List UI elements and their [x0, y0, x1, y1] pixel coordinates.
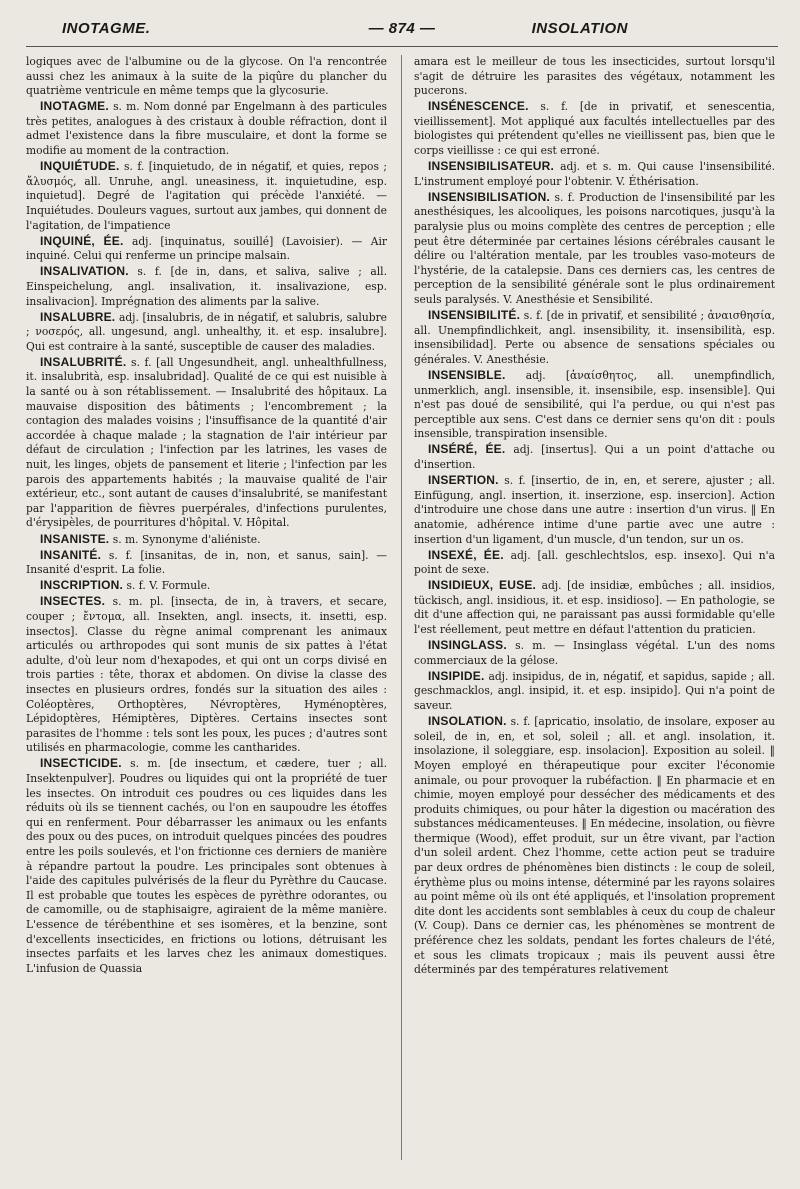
entry-definition: adj. [all. geschlechtslos, esp. insexo]. Qui n'a point de sexe. [414, 548, 775, 577]
entry-definition: adj. [de insidiæ, embûches ; all. insidios, tückisch, angl. insidious, it. et esp. insidioso]. — En pathologie, se dit d'une affection qui, ne paraissant pas aussi formidable qu'elle l'est réellement, peut mettre en défaut l'attention du praticien. [414, 579, 775, 637]
dictionary-entry [26, 355, 387, 531]
dictionary-entry [414, 638, 775, 668]
entry-headword: INOTAGME. [40, 99, 109, 114]
dictionary-entry [414, 548, 775, 578]
entry-definition: s. f. [all Ungesundheit, angl. unhealthfullness, it. insalubrità, esp. insalubridad]. Qualité de ce qui est nuisible à la santé ou à son rétablissement. — Insalubrité des hôpitaux. La mauvaise disposition des bâtiments ; l'encombrement ; la contagion des malades voisins ; l'insuffisance de la quantité d'air accordée à chaque malade ; la stagnation de l'air intérieur par défaut de circulation ; l'infection par les latrines, les vases de nuit, les linges, objets de pansement et literie ; l'infection par les parois des appartements habités ; la mauvaise qualité de l'air extérieur, etc., sont autant de causes d'insalubrité, se manifestant par l'apparition de fièvres puerpérales, d'infections purulentes, d'érysipèles, de pourritures d'hôpital. V. Hôpital. [26, 355, 387, 530]
dictionary-entry [414, 714, 775, 978]
running-header [26, 16, 778, 47]
entry-headword: INQUIÉTUDE. [40, 159, 120, 174]
dictionary-entry [414, 578, 775, 637]
entry-headword: INSALUBRE. [40, 309, 116, 324]
entry-headword: INQUINÉ, ÉE. [40, 233, 124, 248]
entry-definition: s. f. Production de l'insensibilité par les anesthésiques, les alcooliques, les poisons narcotiques, jusqu'à la paralysie plus ou moins complète des centres de perception ; elle peut être déterminée par certaines lésions cérébrales causant le délire ou l'altération mentale, par les troubles vaso-moteurs de l'hystérie, de la catalepsie. Dans ces derniers cas, les centres de perception de la sensibilité générale sont le plus ordinairement seuls paralysés. V. Anesthésie et Sensibilité. [414, 190, 775, 306]
entry-definition: s. f. [de in privatif, et sensibilité ; ἀναισθησία, all. Unempfindlichkeit, angl. insensibility, it. insensibilità, esp. insensibilidad]. Perte ou absence de sensations spéciales ou générales. V. Anesthésie. [414, 309, 775, 366]
entry-continuation [26, 55, 387, 99]
entry-headword: INSIPIDE. [428, 668, 485, 683]
entry-definition: s. f. [insanitas, de in, non, et sanus, sain]. — Insanité d'esprit. La folie. [26, 548, 387, 577]
entry-definition: s. m. Synonyme d'aliéniste. [109, 532, 261, 546]
dictionary-entry [414, 669, 775, 714]
right-column [414, 55, 775, 1173]
entry-definition: s. m. Nom donné par Engelmann à des particules très petites, analogues à des cristaux à double réfraction, dont il admet l'existence dans la fibre musculaire, et dont la forme se modifie au moment de la contraction. [26, 100, 387, 158]
dictionary-entry [414, 99, 775, 158]
entry-headword: INSECTICIDE. [40, 756, 122, 771]
entry-definition: adj. et s. m. Qui cause l'insensibilité. L'instrument employé pour l'obtenir. V. Éthérisation. [414, 160, 775, 188]
dictionary-entry [26, 234, 387, 264]
dictionary-entry [26, 310, 387, 355]
entry-headword: INSIDIEUX, EUSE. [428, 578, 537, 593]
header-left-guideword: INOTAGME. [62, 20, 151, 37]
entry-headword: INSALUBRITÉ. [40, 354, 127, 369]
entry-headword: INSOLATION. [428, 714, 507, 729]
text-columns [26, 55, 778, 1175]
dictionary-entry [26, 756, 387, 976]
entry-definition: s. m. pl. [insecta, de in, à travers, et secare, couper ; ἔντομα, all. Insekten, angl. insects, it. insetti, esp. insectos]. Classe du règne animal comprenant les animaux articulés ou arthropodes qui sont munis de six pattes à l'état adulte, d'où leur nom d'hexapodes, et qui ont un corps divisé en trois parties : tête, thorax et abdomen. On divise la classe des insectes en plusieurs ordres, fondés sur la situation des ailes : Coléoptères, Orthoptères, Névroptères, Hyménoptères, Lépidoptères, Hémiptères, Diptères. Certains insectes sont parasites de l'homme : tels sont les poux, les puces ; d'autres sont utilisés en pharmacologie, comme les cantharides. [26, 595, 387, 755]
entry-headword: INSÉNESCENCE. [428, 99, 529, 114]
entry-definition: logiques avec de l'albumine ou de la glycose. On l'a rencontrée aussi chez les animaux à la suite de la piqûre du plancher du quatrième ventricule en même temps que la glycosurie. [26, 55, 387, 98]
entry-definition: s. f. [de in privatif, et senescentia, vieillissement]. Mot appliqué aux facultés intellectuelles par des biologistes qui prétendent qu'elles ne vieillissent pas, bien que le corps vieillisse : ce qui est erroné. [414, 100, 775, 158]
entry-headword: INSENSIBILISATEUR. [428, 159, 555, 174]
entry-definition: s. f. [insertio, de in, en, et serere, ajuster ; all. Einfügung, angl. insertion, it. inserzione, esp. insercion]. Action d'introduire une chose dans une autre : insertion d'un virus. ‖ En anatomie, adhérence intime d'une partie avec une autre : insertion d'un ligament, d'un muscle, d'un tendon, sur un os. [414, 474, 775, 546]
entry-headword: INSINGLASS. [428, 638, 507, 653]
dictionary-entry [26, 532, 387, 548]
entry-continuation [414, 55, 775, 99]
header-right-guideword: INSOLATION [531, 20, 628, 37]
dictionary-entry [414, 159, 775, 189]
entry-headword: INSANITÉ. [40, 547, 102, 562]
entry-definition: adj. [insertus]. Qui a un point d'attache ou d'insertion. [414, 443, 775, 472]
dictionary-entry [26, 578, 387, 594]
entry-headword: INSECTES. [40, 594, 106, 609]
dictionary-entry [26, 264, 387, 309]
page-number: — 874 — [368, 20, 436, 37]
entry-headword: INSANISTE. [40, 531, 110, 546]
entry-definition: adj. insipidus, de in, négatif, et sapidus, sapide ; all. geschmacklos, angl. insipid, it. et esp. insipido]. Qui n'a point de saveur. [414, 669, 775, 713]
entry-definition: s. f. V. Formule. [123, 579, 211, 593]
entry-headword: INSALIVATION. [40, 264, 129, 279]
entry-headword: INSENSIBLE. [428, 367, 506, 382]
dictionary-entry [26, 159, 387, 233]
entry-headword: INSENSIBILISATION. [428, 189, 551, 204]
entry-headword: INSCRIPTION. [40, 578, 124, 593]
entry-definition: adj. [inquinatus, souillé] (Lavoisier). — Air inquiné. Celui qui renferme un principe malsain. [26, 234, 387, 263]
dictionary-entry [414, 190, 775, 308]
entry-headword: INSERTION. [428, 473, 499, 488]
entry-definition: adj. [ἀναίσθητος, all. unempfindlich, unmerklich, angl. insensible, it. insensibile, esp. insensible]. Qui n'est pas doué de sensibilité, qui l'a perdue, ou qui n'est pas perceptible aux sens. C'est dans ce dernier sens qu'on dit : pouls insensible, transpiration insensible. [414, 368, 775, 441]
dictionary-entry [414, 368, 775, 442]
entry-definition: s. f. [inquietudo, de in négatif, et quies, repos ; ἄλυσμός, all. Unruhe, angl. uneasiness, it. inquietudine, esp. inquietud]. Degré de l'agitation qui précède l'anxiété. — Inquiétudes. Douleurs vagues, surtout aux jambes, qui donnent de l'agitation, de l'impatience [26, 160, 387, 232]
left-column [26, 55, 387, 1173]
dictionary-entry [414, 473, 775, 547]
dictionary-entry [26, 99, 387, 158]
dictionary-entry [26, 594, 387, 756]
entry-definition: s. f. [apricatio, insolatio, de insolare, exposer au soleil, de in, en, et sol, soleil ; all. et angl. insolation, it. insolazione, il soleggiare, esp. insolacion]. Exposition au soleil. ‖ Moyen employé en thérapeutique pour exciter l'économie animale, ou pour provoquer la rubéfaction. ‖ En pharmacie et en chimie, moyen employé pour dessécher des médicaments et des produits chimiques, ou pour hâter la digestion ou macération des substances médicamenteuses. ‖ En médecine, insolation, ou fièvre thermique (Wood), effet produit, sur un être vivant, par l'action d'un soleil ardent. Chez l'homme, cette action peut se traduire par deux ordres de phénomènes bien distincts : le coup de soleil, érythème plus ou moins intense, déterminé par les rayons solaires au point même où ils ont été appliqués, et l'insolation proprement dite dont les accidents sont semblables à ceux du coup de chaleur (V. Coup). Dans ce dernier cas, les phénomènes se montrent de préférence chez les soldats, pendant les fortes chaleurs de l'été, et sous les climats tropicaux ; mais ils peuvent aussi être déterminés par des températures relativement [414, 715, 775, 977]
entry-headword: INSENSIBILITÉ. [428, 308, 521, 323]
entry-definition: s. m. [de insectum, et cædere, tuer ; all. Insektenpulver]. Poudres ou liquides qui ont la propriété de tuer les insectes. On introduit ces poudres ou ces liquides dans les réduits où ils se tiennent cachés, ou l'on en saupoudre les étoffes qui en renferment. Pour débarrasser les animaux ou les enfants des poux ou des puces, on introduit quelques pincées des poudres entre les poils soulevés, et l'on frictionne ces derniers de manière à répandre partout la poudre. Les principales sont obtenues à l'aide des capitules pulvérisés de la fleur du Pyrèthre du Caucase. Il est probable que toutes les espèces de pyrèthre odorantes, ou de camomille, ou de staphisaigre, agiraient de la même manière. L'essence de térébenthine et ses isomères, et la benzine, sont d'excellents insecticides, en frictions ou lotions, détruisant les insectes parfaits et les larves chez les animaux domestiques. L'infusion de Quassia [26, 757, 387, 975]
dictionary-entry [414, 442, 775, 472]
column-divider [401, 55, 402, 1160]
entry-headword: INSÉRÉ, ÉE. [428, 442, 506, 457]
entry-definition: s. m. — Insinglass végétal. L'un des noms commerciaux de la gélose. [414, 639, 775, 667]
dictionary-entry [26, 548, 387, 578]
entry-headword: INSEXÉ, ÉE. [428, 547, 504, 562]
dictionary-entry [414, 308, 775, 367]
entry-definition: adj. [insalubris, de in négatif, et salubris, salubre ; νοσερός, all. ungesund, angl. unhealthy, it. et esp. insalubre]. Qui est contraire à la santé, susceptible de causer des maladies. [26, 310, 387, 353]
entry-definition: amara est le meilleur de tous les insecticides, surtout lorsqu'il s'agit de détruire les parasites des végétaux, notamment les pucerons. [414, 55, 775, 98]
entry-definition: s. f. [de in, dans, et saliva, salive ; all. Einspeichelung, angl. insalivation, it. insalivazione, esp. insalivacion]. Imprégnation des aliments par la salive. [26, 265, 387, 308]
